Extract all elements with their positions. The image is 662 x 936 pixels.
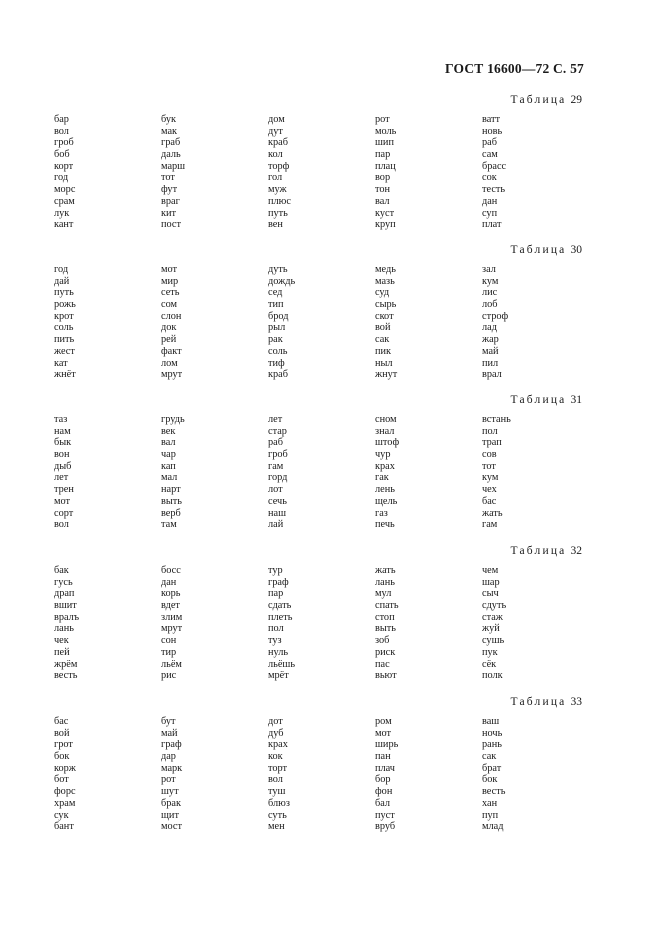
- word-cell: рот: [161, 774, 176, 786]
- word-cell: дуть: [268, 264, 288, 275]
- word-cell: полк: [482, 670, 503, 682]
- table-number: 30: [570, 244, 582, 256]
- word-cell: муж: [268, 184, 287, 196]
- word-cell: вол: [54, 519, 69, 531]
- word-cell: чех: [482, 484, 497, 496]
- word-cell: дождь: [268, 275, 296, 287]
- word-cell: лоб: [482, 299, 498, 311]
- word-cell: мал: [161, 472, 178, 484]
- word-cell: торт: [268, 762, 288, 774]
- word-cell: выть: [161, 495, 182, 507]
- word-cell: встань: [482, 414, 511, 425]
- word-cell: крах: [375, 460, 395, 472]
- word-cell: скот: [375, 310, 394, 322]
- word-cell: бок: [482, 774, 498, 786]
- word-cell: жать: [482, 507, 503, 519]
- word-cell: сак: [375, 334, 390, 346]
- word-cell: ваш: [482, 716, 500, 727]
- table-label: [511, 394, 582, 406]
- word-cell: тон: [375, 184, 391, 196]
- word-cell: дан: [161, 576, 177, 588]
- word-cell: сёк: [482, 658, 497, 670]
- word-cell: марш: [161, 160, 186, 172]
- word-grid: [54, 114, 572, 231]
- word-cell: бут: [161, 716, 176, 727]
- word-cell: рак: [268, 334, 283, 346]
- word-cell: медь: [375, 264, 396, 275]
- word-cell: даль: [161, 149, 181, 161]
- word-cell: бант: [54, 821, 74, 833]
- word-cell: чар: [161, 449, 176, 461]
- word-cell: печь: [375, 519, 395, 531]
- word-cell: сдать: [268, 600, 292, 612]
- word-cell: дай: [54, 275, 70, 287]
- word-cell: мост: [161, 821, 182, 833]
- word-grid: [54, 264, 572, 381]
- word-cell: плач: [375, 762, 395, 774]
- word-cell: сук: [54, 809, 69, 821]
- word-cell: там: [161, 519, 177, 531]
- word-cell: век: [161, 425, 176, 437]
- word-cell: жуй: [482, 623, 500, 635]
- word-cell: знал: [375, 425, 395, 437]
- word-cell: нам: [54, 425, 71, 437]
- word-cell: дан: [482, 195, 498, 207]
- word-cell: брод: [268, 310, 289, 322]
- word-cell: гак: [375, 472, 389, 484]
- word-cell: мот: [54, 495, 71, 507]
- word-cell: мул: [375, 588, 392, 600]
- word-cell: стаж: [482, 611, 503, 623]
- word-cell: морс: [54, 184, 76, 196]
- word-cell: зоб: [375, 635, 390, 647]
- word-cell: краб: [268, 137, 288, 149]
- word-cell: выть: [375, 623, 396, 635]
- word-cell: бок: [54, 751, 70, 763]
- word-cell: вал: [161, 437, 176, 449]
- word-cell: горд: [268, 472, 288, 484]
- table-number: 31: [570, 394, 582, 406]
- word-cell: грудь: [161, 414, 185, 425]
- word-cell: сед: [268, 287, 283, 299]
- word-cell: храм: [54, 797, 76, 809]
- word-cell: туш: [268, 786, 286, 798]
- word-cell: путь: [268, 207, 288, 219]
- word-cell: сам: [482, 149, 498, 161]
- word-cell: тур: [268, 565, 283, 576]
- word-cell: корж: [54, 762, 76, 774]
- word-cell: вон: [54, 449, 70, 461]
- word-cell: граб: [161, 137, 181, 149]
- word-cell: трен: [54, 484, 74, 496]
- word-cell: граф: [268, 576, 289, 588]
- word-cell: кок: [268, 751, 283, 763]
- word-cell: бук: [161, 114, 176, 125]
- word-cell: верб: [161, 507, 181, 519]
- word-cell: наш: [268, 507, 287, 519]
- word-cell: кап: [161, 460, 176, 472]
- word-cell: кум: [482, 275, 499, 287]
- word-cell: соль: [268, 345, 288, 357]
- word-cell: плюс: [268, 195, 291, 207]
- word-cell: вой: [375, 322, 391, 334]
- word-cell: трап: [482, 437, 502, 449]
- word-cell: бал: [375, 797, 391, 809]
- word-cell: кант: [54, 219, 74, 231]
- word-cell: риск: [375, 646, 396, 658]
- word-cell: стар: [268, 425, 287, 437]
- word-cell: вол: [54, 125, 69, 137]
- word-cell: штоф: [375, 437, 400, 449]
- word-cell: нарт: [161, 484, 181, 496]
- word-cell: лот: [268, 484, 283, 496]
- word-cell: форс: [54, 786, 76, 798]
- word-cell: драп: [54, 588, 75, 600]
- word-cell: суд: [375, 287, 390, 299]
- table-label: [511, 244, 582, 256]
- word-cell: жнут: [375, 369, 398, 381]
- word-cell: рис: [161, 670, 177, 682]
- word-cell: дут: [268, 125, 283, 137]
- word-cell: бот: [54, 774, 69, 786]
- word-cell: сов: [482, 449, 497, 461]
- word-cell: строф: [482, 310, 509, 322]
- word-cell: грот: [54, 739, 73, 751]
- word-cell: млад: [482, 821, 504, 833]
- word-cell: чек: [54, 635, 69, 647]
- word-cell: брасс: [482, 160, 507, 172]
- word-cell: бас: [54, 716, 69, 727]
- word-cell: бык: [54, 437, 72, 449]
- word-cell: сак: [482, 751, 497, 763]
- word-cell: вал: [375, 195, 390, 207]
- table-label-text: Таблица: [510, 696, 567, 708]
- table-number: 33: [570, 696, 582, 708]
- word-cell: вор: [375, 172, 391, 184]
- word-cell: жнёт: [54, 369, 76, 381]
- word-cell: торф: [268, 160, 290, 172]
- word-cell: лад: [482, 322, 497, 334]
- word-cell: пик: [375, 345, 392, 357]
- word-cell: мот: [375, 727, 392, 739]
- word-cell: пол: [268, 623, 284, 635]
- word-cell: льём: [161, 658, 182, 670]
- word-cell: мен: [268, 821, 285, 833]
- word-cell: пост: [161, 219, 181, 231]
- word-cell: пас: [375, 658, 390, 670]
- word-cell: пар: [268, 588, 284, 600]
- word-cell: весть: [482, 786, 506, 798]
- word-cell: стоп: [375, 611, 395, 623]
- word-cell: боб: [54, 149, 70, 161]
- word-cell: факт: [161, 345, 182, 357]
- word-cell: соль: [54, 322, 74, 334]
- word-grid: [54, 414, 572, 531]
- word-cell: бак: [54, 565, 69, 576]
- word-cell: вен: [268, 219, 283, 231]
- word-cell: брак: [161, 797, 181, 809]
- word-cell: краб: [268, 369, 288, 381]
- word-cell: сорт: [54, 507, 74, 519]
- word-cell: сдуть: [482, 600, 507, 612]
- word-cell: крот: [54, 310, 74, 322]
- word-cell: кум: [482, 472, 499, 484]
- word-cell: жрём: [54, 658, 78, 670]
- word-cell: корь: [161, 588, 181, 600]
- word-cell: пей: [54, 646, 70, 658]
- word-cell: мазь: [375, 275, 395, 287]
- word-cell: вдет: [161, 600, 180, 612]
- word-cell: хан: [482, 797, 498, 809]
- word-cell: сушь: [482, 635, 505, 647]
- word-cell: туз: [268, 635, 282, 647]
- word-cell: дом: [268, 114, 285, 125]
- word-cell: злим: [161, 611, 183, 623]
- word-cell: вралъ: [54, 611, 80, 623]
- word-cell: шут: [161, 786, 179, 798]
- word-cell: новь: [482, 125, 503, 137]
- word-cell: лань: [54, 623, 74, 635]
- word-cell: граф: [161, 739, 182, 751]
- word-cell: гам: [268, 460, 284, 472]
- word-cell: шип: [375, 137, 394, 149]
- word-cell: босс: [161, 565, 181, 576]
- word-cell: май: [482, 345, 499, 357]
- word-cell: куст: [375, 207, 395, 219]
- word-cell: лет: [268, 414, 283, 425]
- word-cell: фут: [161, 184, 178, 196]
- word-cell: брат: [482, 762, 502, 774]
- word-cell: гусь: [54, 576, 73, 588]
- word-cell: тиф: [268, 357, 285, 369]
- word-cell: вой: [54, 727, 70, 739]
- word-cell: пуст: [375, 809, 395, 821]
- word-cell: кол: [268, 149, 283, 161]
- table-label: [511, 94, 582, 106]
- word-cell: год: [54, 172, 69, 184]
- word-cell: нуль: [268, 646, 289, 658]
- word-cell: пил: [482, 357, 499, 369]
- word-cell: лай: [268, 519, 284, 531]
- word-cell: бас: [482, 495, 497, 507]
- word-cell: дуб: [268, 727, 284, 739]
- word-cell: гам: [482, 519, 498, 531]
- word-cell: лук: [54, 207, 70, 219]
- word-cell: пить: [54, 334, 75, 346]
- word-cell: суп: [482, 207, 498, 219]
- word-cell: пол: [482, 425, 498, 437]
- table-label: [511, 696, 582, 708]
- word-cell: жать: [375, 565, 396, 576]
- word-cell: жар: [482, 334, 499, 346]
- word-cell: плеть: [268, 611, 293, 623]
- word-cell: зал: [482, 264, 496, 275]
- word-cell: пуп: [482, 809, 499, 821]
- word-cell: гроб: [268, 449, 288, 461]
- word-grid: [54, 716, 572, 833]
- word-cell: тот: [482, 460, 496, 472]
- word-cell: мрёт: [268, 670, 289, 682]
- word-cell: дот: [268, 716, 283, 727]
- word-cell: рожь: [54, 299, 76, 311]
- word-cell: плац: [375, 160, 396, 172]
- word-cell: тот: [161, 172, 175, 184]
- word-cell: пук: [482, 646, 498, 658]
- table-label-text: Таблица: [510, 545, 567, 557]
- word-cell: рыл: [268, 322, 286, 334]
- word-cell: фон: [375, 786, 393, 798]
- word-cell: таз: [54, 414, 68, 425]
- table-label: [511, 545, 582, 557]
- word-cell: круп: [375, 219, 396, 231]
- word-cell: слон: [161, 310, 182, 322]
- word-cell: лис: [482, 287, 498, 299]
- word-cell: май: [161, 727, 178, 739]
- word-cell: мир: [161, 275, 179, 287]
- word-cell: пан: [375, 751, 391, 763]
- word-cell: льёшь: [268, 658, 296, 670]
- word-cell: спать: [375, 600, 399, 612]
- word-cell: ширь: [375, 739, 399, 751]
- word-cell: дар: [161, 751, 176, 763]
- word-cell: сеть: [161, 287, 180, 299]
- word-cell: сом: [161, 299, 178, 311]
- word-cell: блюз: [268, 797, 290, 809]
- word-cell: щит: [161, 809, 179, 821]
- word-cell: кат: [54, 357, 68, 369]
- word-grid: [54, 565, 572, 682]
- word-cell: рей: [161, 334, 177, 346]
- word-cell: лом: [161, 357, 178, 369]
- word-cell: щель: [375, 495, 398, 507]
- word-cell: дыб: [54, 460, 72, 472]
- word-cell: жест: [54, 345, 75, 357]
- word-cell: путь: [54, 287, 74, 299]
- word-cell: гроб: [54, 137, 74, 149]
- table-label-text: Таблица: [510, 94, 567, 106]
- word-cell: вьют: [375, 670, 397, 682]
- word-cell: пар: [375, 149, 391, 161]
- word-cell: моль: [375, 125, 397, 137]
- word-cell: весть: [54, 670, 78, 682]
- word-cell: раб: [268, 437, 283, 449]
- word-cell: кит: [161, 207, 177, 219]
- word-cell: шар: [482, 576, 500, 588]
- word-cell: чем: [482, 565, 499, 576]
- word-cell: мрут: [161, 369, 183, 381]
- word-cell: крах: [268, 739, 288, 751]
- word-cell: сном: [375, 414, 397, 425]
- word-cell: вшит: [54, 600, 77, 612]
- word-cell: лень: [375, 484, 395, 496]
- word-cell: корт: [54, 160, 74, 172]
- word-cell: тесть: [482, 184, 506, 196]
- page-header: ГОСТ 16600—72 С. 57: [445, 61, 584, 76]
- word-cell: ночь: [482, 727, 503, 739]
- word-cell: сон: [161, 635, 177, 647]
- word-cell: лет: [54, 472, 69, 484]
- word-cell: газ: [375, 507, 388, 519]
- word-cell: чур: [375, 449, 391, 461]
- word-cell: сыч: [482, 588, 499, 600]
- word-cell: суть: [268, 809, 287, 821]
- word-cell: рот: [375, 114, 390, 125]
- word-cell: врал: [482, 369, 502, 381]
- table-label-text: Таблица: [510, 394, 567, 406]
- word-cell: враг: [161, 195, 180, 207]
- word-cell: вруб: [375, 821, 396, 833]
- word-cell: тип: [268, 299, 284, 311]
- word-cell: вол: [268, 774, 283, 786]
- word-cell: сок: [482, 172, 497, 184]
- word-cell: ватт: [482, 114, 501, 125]
- word-cell: мак: [161, 125, 178, 137]
- word-cell: раб: [482, 137, 497, 149]
- word-cell: год: [54, 264, 69, 275]
- word-cell: ром: [375, 716, 392, 727]
- word-cell: лань: [375, 576, 395, 588]
- word-cell: док: [161, 322, 177, 334]
- word-cell: ныл: [375, 357, 393, 369]
- word-cell: марк: [161, 762, 183, 774]
- table-number: 32: [570, 545, 582, 557]
- word-cell: сырь: [375, 299, 397, 311]
- word-cell: тир: [161, 646, 177, 658]
- table-number: 29: [570, 94, 582, 106]
- word-cell: срам: [54, 195, 75, 207]
- table-label-text: Таблица: [510, 244, 567, 256]
- word-cell: гол: [268, 172, 283, 184]
- word-cell: мрут: [161, 623, 183, 635]
- word-cell: плат: [482, 219, 502, 231]
- word-cell: бар: [54, 114, 69, 125]
- word-cell: сечь: [268, 495, 287, 507]
- word-cell: рань: [482, 739, 502, 751]
- word-cell: бор: [375, 774, 391, 786]
- word-cell: мот: [161, 264, 178, 275]
